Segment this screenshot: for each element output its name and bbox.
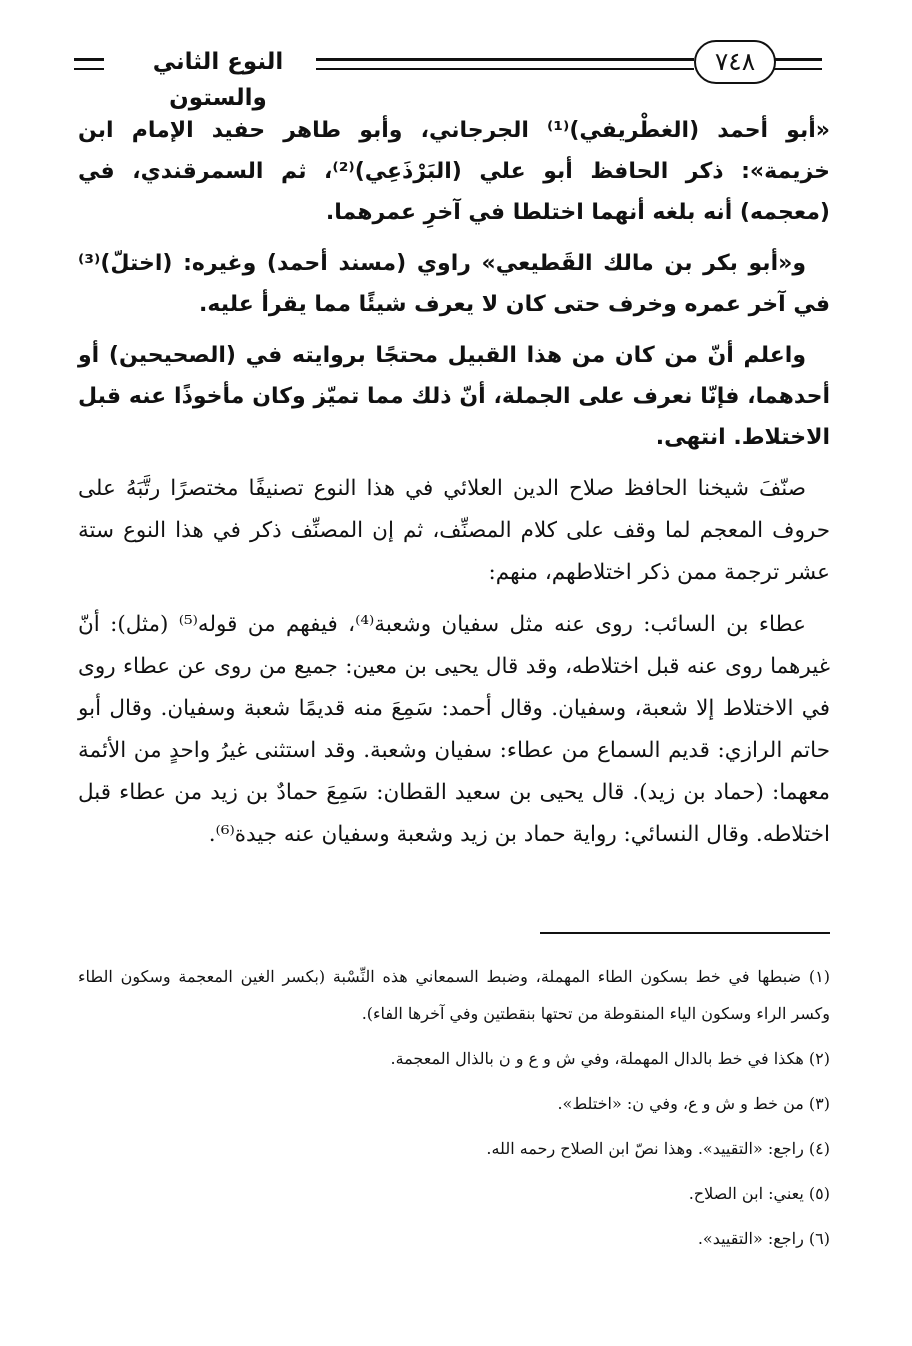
page-number: ٧٤٨	[694, 40, 776, 84]
footnote-4: (٤) راجع: «التقييد». وهذا نصّ ابن الصلاح رحمه الله.	[486, 1139, 830, 1158]
footnote-6: (٦) راجع: «التقييد».	[697, 1229, 830, 1248]
footnote-divider	[540, 932, 830, 934]
paragraph-5: عطاء بن السائب: روى عنه مثل سفيان وشعبة⁽⁴⁾، فيفهم من قوله⁽⁵⁾ (مثل): أنّ غيرهما روى عنه قبل اختلاطه، وقد قال يحيى بن معين: جميع من روى عن عطاء روى في الاختلاط إلا شعبة، وسفيان. وقال أحمد: سَمِعَ منه قديمًا شعبة وسفيان. وقال أبو حاتم الرازي: قديم السماع من عطاء: سفيان وشعبة. وقد استثنى غيرُ واحدٍ من الأئمة معهما: (حماد بن زيد). قال يحيى بن سعيد القطان: سَمِعَ حمادٌ بن زيد من عطاء قبل اختلاطه. وقال النسائي: رواية حماد بن زيد وشعبة وسفيان عنه جيدة⁽⁶⁾.	[78, 612, 830, 847]
footnote-2: (٢) هكذا في خط بالدال المهملة، وفي ش و ع و ن بالذال المعجمة.	[390, 1049, 830, 1068]
header-rule-left	[74, 58, 104, 70]
paragraph-1: «أبو أحمد (الغطْريفي)⁽¹⁾ الجرجاني، وأبو طاهر حفيد الإمام ابن خزيمة»: ذكر الحافظ أبو علي (البَرْذَعِي)⁽²⁾، ثم السمرقندي، في (معجمه) أنه بلغه أنهما اختلطا في آخرِ عمرهما.	[78, 118, 830, 225]
main-text	[78, 110, 830, 866]
running-title: النوع الثاني والستون	[152, 49, 284, 111]
footnote-5: (٥) يعني: ابن الصلاح.	[688, 1184, 830, 1203]
paragraph-3: واعلم أنّ من كان من هذا القبيل محتجًا بروايته في (الصحيحين) أو أحدهما، فإنّا نعرف على الجملة، أنّ ذلك مما تميّز وكان مأخوذًا عنه قبل الاختلاط. انتهى.	[78, 343, 830, 450]
paragraph-4: صنّفَ شيخنا الحافظ صلاح الدين العلائي في هذا النوع تصنيفًا مختصرًا رتَّبَهُ على حروف المعجم لما وقف على كلام المصنِّف، ثم إن المصنِّف ذكر في هذا النوع ستة عشر ترجمة ممن ذكر اختلاطهم، منهم:	[78, 476, 830, 585]
page-header	[74, 34, 834, 111]
header-rule-right	[774, 58, 822, 70]
footnotes	[78, 958, 830, 1265]
paragraph-2: و«أبو بكر بن مالك القَطيعي» راوي (مسند أحمد) وغيره: (اختلّ)⁽³⁾ في آخر عمره وخرف حتى كان لا يعرف شيئًا مما يقرأ عليه.	[78, 251, 830, 317]
footnote-3: (٣) من خط و ش و ع، وفي ن: «اختلط».	[557, 1094, 830, 1113]
footnote-1: (١) ضبطها في خط بسكون الطاء المهملة، وضبط السمعاني هذه النِّسْبة (بكسر الغين المعجمة وسكون الطاء وكسر الراء وسكون الياء المنقوطة من تحتها بنقطتين وفي آخرها الفاء).	[78, 967, 830, 1023]
header-rule-middle	[316, 58, 694, 70]
